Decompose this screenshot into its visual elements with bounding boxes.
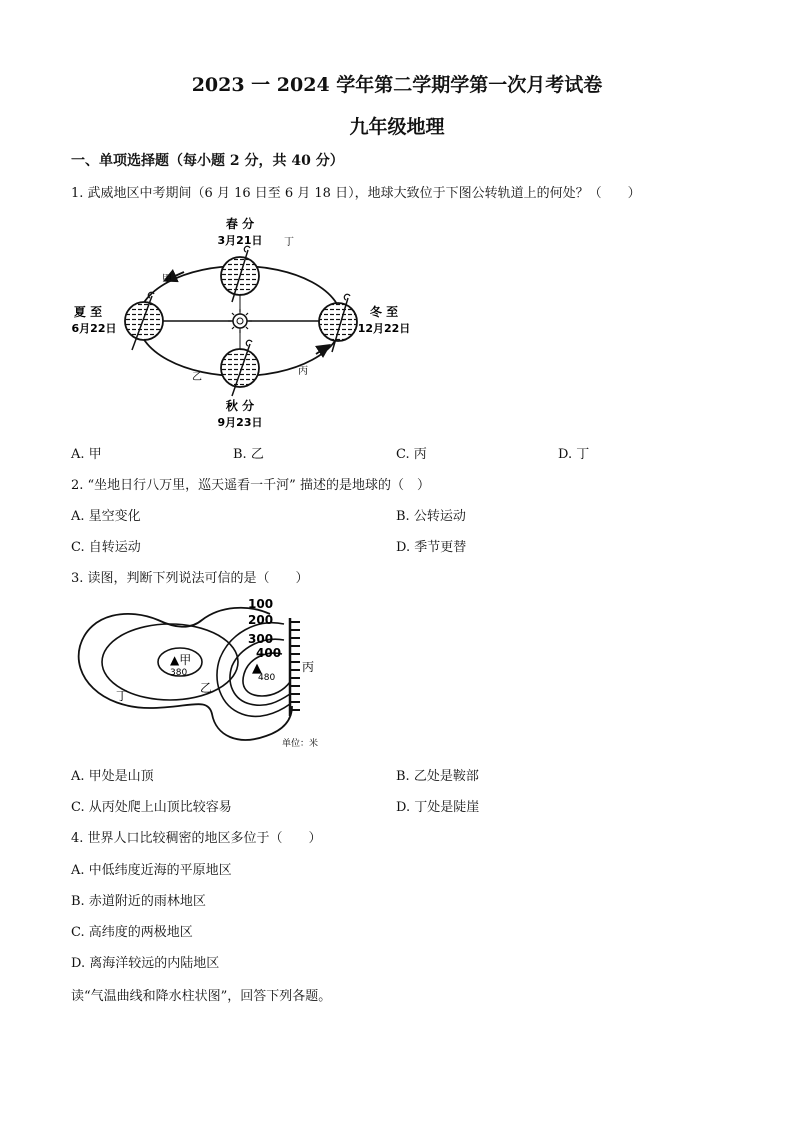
q3-option-d[interactable]: D. 丁处是陡崖 (396, 800, 480, 815)
earth-spring-icon (221, 246, 259, 302)
q3-option-a[interactable]: A. 甲处是山顶 (71, 769, 154, 784)
q4-option-c[interactable]: C. 高纬度的两极地区 (71, 925, 193, 940)
peak-jia-label: ▲甲 (170, 653, 192, 667)
q1-option-d[interactable]: D. 丁 (558, 447, 590, 462)
q2-option-d[interactable]: D. 季节更替 (396, 540, 467, 555)
contour-label-100: 100 (248, 597, 274, 611)
autumn-date: 9月23日 (217, 416, 263, 429)
q3-option-b[interactable]: B. 乙处是鞍部 (396, 769, 479, 784)
contour-map (70, 596, 340, 754)
q4-option-b[interactable]: B. 赤道附近的雨林地区 (71, 894, 206, 909)
summer-date: 6月22日 (71, 322, 117, 335)
earth-orbit-diagram (66, 212, 426, 434)
q4-option-d[interactable]: D. 离海洋较远的内陆地区 (71, 956, 220, 971)
q2-option-c[interactable]: C. 自转运动 (71, 540, 141, 555)
winter-date: 12月22日 (357, 322, 411, 335)
peak-jia-height: 380 (170, 668, 188, 678)
unit-label: 单位：米 (282, 739, 319, 749)
label-ding: 丁 (116, 689, 129, 703)
q3-option-c[interactable]: C. 从丙处爬上山顶比较容易 (71, 800, 232, 815)
label-jia: 甲 (162, 274, 172, 285)
question-1-stem: 1. 武威地区中考期间（6 月 16 日至 6 月 18 日），地球大致位于下图公转轨道上的何处？（ ） (71, 186, 641, 201)
label-yi: 乙 (200, 681, 213, 695)
label-yi: 乙 (192, 372, 202, 383)
peak-right-height: 480 (258, 673, 276, 683)
spring-name: 春 分 (225, 217, 255, 231)
autumn-name: 秋 分 (225, 399, 255, 413)
cliff-ticks (290, 622, 300, 710)
q2-option-a[interactable]: A. 星空变化 (71, 509, 141, 524)
contour-label-200: 200 (248, 613, 274, 627)
reading-intro: 读“气温曲线和降水柱状图”，回答下列各题。 (71, 989, 332, 1004)
q2-option-b[interactable]: B. 公转运动 (396, 509, 466, 524)
spring-date: 3月21日 (217, 234, 263, 247)
question-3-stem: 3. 读图，判断下列说法可信的是（ ） (71, 571, 309, 586)
peak-right-mark: ▲ (252, 661, 262, 676)
earth-winter-icon (319, 294, 357, 352)
section-heading: 一、单项选择题（每小题 2 分，共 40 分） (71, 153, 344, 169)
page-subtitle: 九年级地理 (349, 116, 445, 138)
q1-option-b[interactable]: B. 乙 (233, 447, 264, 462)
label-ding: 丁 (284, 237, 294, 248)
q4-option-a[interactable]: A. 中低纬度近海的平原地区 (71, 863, 232, 878)
q1-option-c[interactable]: C. 丙 (396, 447, 427, 462)
q1-option-a[interactable]: A. 甲 (71, 447, 102, 462)
contour-label-400: 400 (256, 646, 282, 660)
page-title: 2023 一 2024 学年第二学期学第一次月考试卷 (191, 74, 603, 96)
contour-label-300: 300 (248, 632, 274, 646)
winter-name: 冬 至 (369, 305, 399, 319)
earth-autumn-icon (221, 340, 259, 396)
question-2-stem: 2. “坐地日行八万里，巡天遥看一千河” 描述的是地球的（ ） (71, 478, 430, 493)
question-4-stem: 4. 世界人口比较稠密的地区多位于（ ） (71, 831, 322, 846)
label-bing: 丙 (302, 660, 315, 674)
summer-name: 夏 至 (73, 305, 103, 319)
label-bing: 丙 (298, 366, 308, 377)
